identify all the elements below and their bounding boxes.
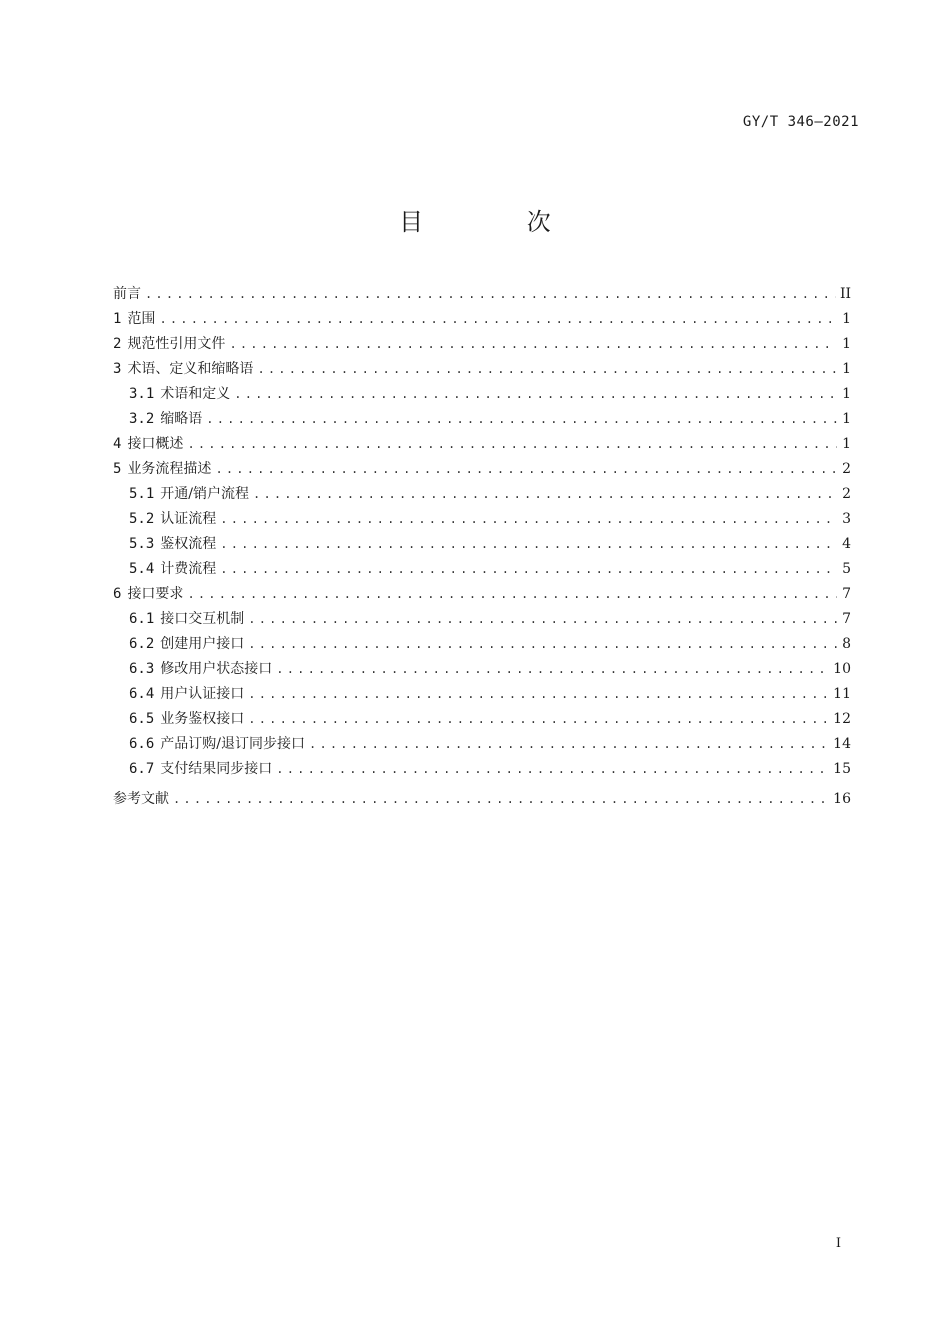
toc-entry[interactable]	[113, 582, 851, 607]
toc-entry-number: 3	[113, 361, 122, 377]
toc-dot-leader	[173, 787, 829, 812]
toc-entry-page: 1	[842, 311, 851, 327]
toc-entry-page: II	[839, 286, 851, 302]
toc-entry-number: 5.1	[129, 486, 155, 502]
page-number: I	[835, 1236, 841, 1251]
toc-subentry[interactable]	[113, 532, 851, 557]
toc-entry-number: 1	[113, 311, 122, 327]
toc-entry[interactable]	[113, 787, 851, 812]
toc-entry-page: 5	[842, 561, 851, 577]
toc-entry-title: 业务鉴权接口	[160, 711, 245, 727]
toc-entry-title: 认证流程	[160, 511, 217, 527]
toc-subentry[interactable]	[113, 382, 851, 407]
toc-entry-number: 5	[113, 461, 122, 477]
toc-entry-title: 产品订购/退订同步接口	[160, 736, 306, 752]
toc-entry-page: 12	[833, 711, 851, 727]
toc-subentry[interactable]	[113, 557, 851, 582]
toc-entry-page: 14	[833, 736, 851, 752]
toc-entry-title: 术语和定义	[160, 386, 231, 402]
toc-dot-leader	[248, 632, 837, 657]
toc-entry-page: 11	[833, 686, 851, 702]
toc-entry-page: 1	[842, 386, 851, 402]
toc-subentry[interactable]	[113, 407, 851, 432]
toc-entry-page: 10	[833, 661, 851, 677]
toc-entry-page: 16	[833, 791, 851, 807]
toc-entry-title: 接口交互机制	[160, 611, 245, 627]
toc-entry-title: 业务流程描述	[127, 461, 212, 477]
toc-entry-number: 6.2	[129, 636, 155, 652]
toc-dot-leader	[159, 307, 837, 332]
toc-entry-page: 1	[842, 361, 851, 377]
toc-dot-leader	[187, 432, 837, 457]
toc-dot-leader	[253, 482, 837, 507]
toc-entry-number: 6.3	[129, 661, 155, 677]
toc-dot-leader	[309, 732, 829, 757]
toc-entry-number: 5.3	[129, 536, 155, 552]
toc-entry-title: 创建用户接口	[160, 636, 245, 652]
toc-entry-title: 参考文献	[113, 791, 169, 807]
toc-dot-leader	[276, 657, 829, 682]
document-code: GY/T 346—2021	[742, 114, 859, 130]
toc-subentry[interactable]	[113, 682, 851, 707]
toc-entry-title: 鉴权流程	[160, 536, 217, 552]
toc-entry-page: 2	[842, 461, 851, 477]
toc-dot-leader	[234, 382, 837, 407]
toc-entry-title: 接口概述	[127, 436, 184, 452]
toc-entry-page: 4	[842, 536, 851, 552]
table-of-contents	[113, 282, 851, 812]
toc-entry[interactable]	[113, 282, 851, 307]
toc-entry-title: 接口要求	[127, 586, 184, 602]
toc-entry-number: 5.2	[129, 511, 155, 527]
toc-subentry[interactable]	[113, 507, 851, 532]
toc-entry-title: 开通/销户流程	[160, 486, 250, 502]
toc-entry-number: 6.5	[129, 711, 155, 727]
toc-entry-page: 1	[842, 411, 851, 427]
toc-entry-number: 6.7	[129, 761, 155, 777]
toc-entry[interactable]	[113, 457, 851, 482]
toc-dot-leader	[257, 357, 837, 382]
toc-subentry[interactable]	[113, 707, 851, 732]
toc-entry[interactable]	[113, 307, 851, 332]
toc-dot-leader	[276, 757, 829, 782]
toc-entry-number: 2	[113, 336, 122, 352]
toc-subentry[interactable]	[113, 732, 851, 757]
toc-entry-title: 前言	[113, 286, 141, 302]
toc-entry-page: 3	[842, 511, 851, 527]
toc-dot-leader	[220, 557, 837, 582]
toc-entry-title: 支付结果同步接口	[160, 761, 273, 777]
toc-entry[interactable]	[113, 332, 851, 357]
toc-entry-title: 用户认证接口	[160, 686, 245, 702]
toc-entry-title: 修改用户状态接口	[160, 661, 273, 677]
toc-entry-number: 6.6	[129, 736, 155, 752]
toc-entry-number: 6.4	[129, 686, 155, 702]
toc-dot-leader	[248, 682, 829, 707]
toc-subentry[interactable]	[113, 657, 851, 682]
toc-dot-leader	[220, 507, 837, 532]
toc-dot-leader	[220, 532, 837, 557]
toc-dot-leader	[187, 582, 837, 607]
toc-entry-number: 6	[113, 586, 122, 602]
toc-subentry[interactable]	[113, 757, 851, 782]
toc-subentry[interactable]	[113, 482, 851, 507]
toc-dot-leader	[229, 332, 837, 357]
toc-dot-leader	[215, 457, 837, 482]
toc-entry-number: 3.1	[129, 386, 155, 402]
toc-entry-number: 4	[113, 436, 122, 452]
toc-entry-title: 范围	[127, 311, 156, 327]
toc-dot-leader	[248, 707, 829, 732]
toc-subentry[interactable]	[113, 632, 851, 657]
toc-entry-page: 1	[842, 436, 851, 452]
toc-entry[interactable]	[113, 357, 851, 382]
toc-entry[interactable]	[113, 432, 851, 457]
toc-entry-page: 2	[842, 486, 851, 502]
toc-entry-page: 7	[842, 611, 851, 627]
toc-entry-page: 7	[842, 586, 851, 602]
toc-dot-leader	[206, 407, 837, 432]
toc-entry-number: 3.2	[129, 411, 155, 427]
toc-entry-number: 5.4	[129, 561, 155, 577]
toc-entry-title: 缩略语	[160, 411, 203, 427]
toc-title: 目 次	[399, 208, 599, 236]
toc-dot-leader	[145, 282, 836, 307]
toc-entry-page: 8	[842, 636, 851, 652]
toc-entry-number: 6.1	[129, 611, 155, 627]
toc-entry-title: 规范性引用文件	[127, 336, 226, 352]
toc-dot-leader	[248, 607, 837, 632]
toc-subentry[interactable]	[113, 607, 851, 632]
toc-entry-title: 计费流程	[160, 561, 217, 577]
toc-entry-page: 1	[842, 336, 851, 352]
toc-entry-title: 术语、定义和缩略语	[127, 361, 254, 377]
toc-entry-page: 15	[833, 761, 851, 777]
